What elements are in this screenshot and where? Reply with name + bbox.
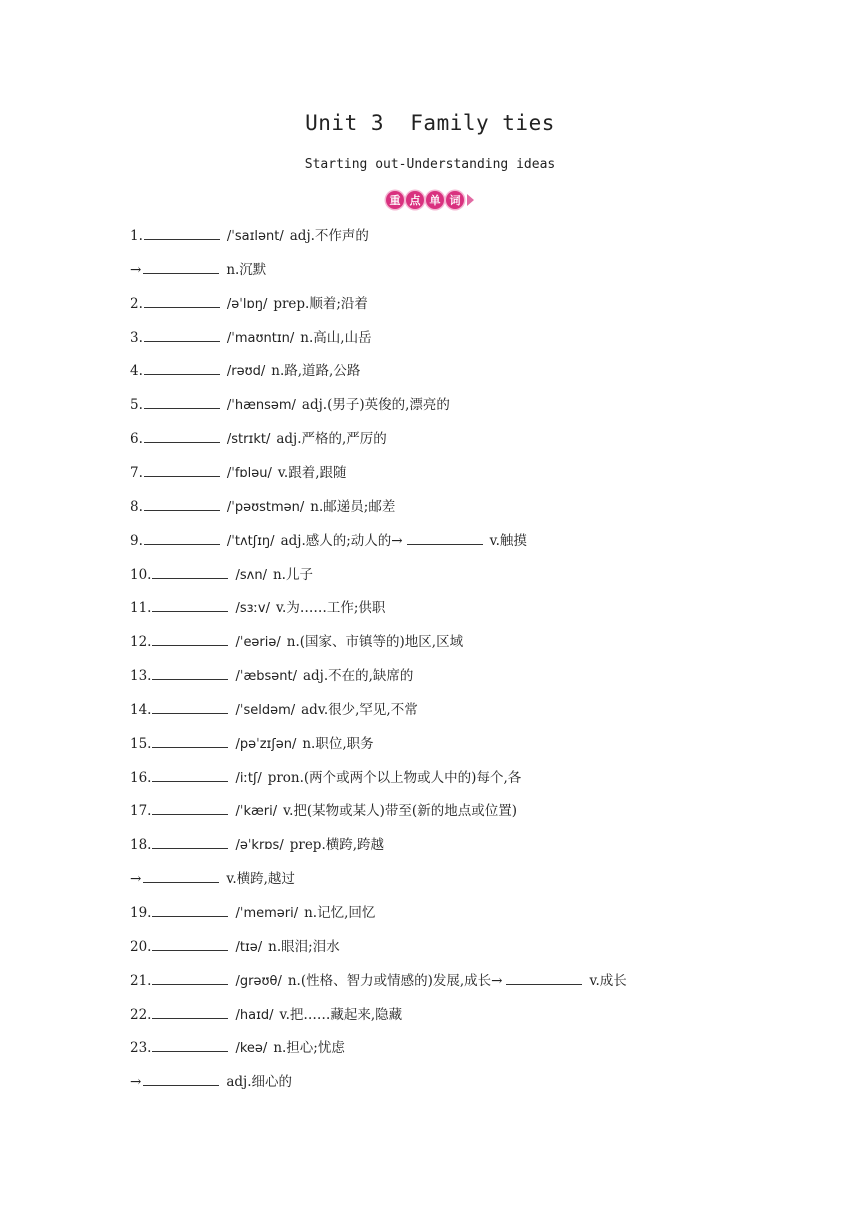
answer-blank[interactable] — [152, 746, 228, 748]
phonetic: /ˈhænsəm/ — [226, 398, 296, 414]
vocab-entry — [130, 359, 360, 379]
vocab-entry — [130, 1036, 345, 1056]
answer-blank[interactable] — [144, 340, 220, 342]
phonetic: /rəʊd/ — [226, 364, 266, 380]
phonetic: /ˈmeməri/ — [235, 906, 299, 921]
meaning: n.路,道路,公路 — [271, 363, 361, 380]
vocab-entry — [130, 867, 295, 887]
phonetic: /ˈsaɪlənt/ — [226, 229, 284, 244]
phonetic: /keə/ — [235, 1041, 268, 1057]
phonetic: /əˈlɒŋ/ — [226, 296, 268, 312]
answer-blank[interactable] — [152, 847, 228, 849]
answer-blank[interactable] — [152, 915, 228, 917]
answer-blank[interactable] — [152, 644, 228, 646]
vocab-entry — [130, 901, 375, 921]
entry-number: 21. — [130, 972, 152, 989]
phonetic: /sʌn/ — [235, 567, 267, 583]
answer-blank[interactable] — [144, 475, 220, 477]
vocab-entry — [130, 799, 517, 819]
entry-number: 18. — [130, 837, 152, 854]
meaning: adj.不在的,缺席的 — [302, 668, 414, 685]
entry-number: 10. — [130, 566, 152, 583]
entry-number: 8. — [130, 498, 143, 515]
vocab-entry — [130, 935, 340, 955]
meaning: pron.(两个或两个以上物或人中的)每个,各 — [267, 769, 522, 786]
meaning: n.记忆,回忆 — [304, 905, 376, 921]
meaning: v.把……藏起来,隐藏 — [279, 1006, 403, 1023]
phonetic: /strɪkt/ — [226, 432, 271, 448]
meaning: v.把(某物或某人)带至(新的地点或位置) — [283, 803, 517, 820]
vocab-entry — [130, 664, 413, 684]
meaning: adj.严格的,严厉的 — [276, 431, 387, 448]
vocab-entry — [130, 630, 463, 650]
meaning: n.邮递员;邮差 — [310, 498, 396, 515]
answer-blank[interactable] — [407, 543, 483, 545]
derivative-arrow: → — [130, 871, 142, 888]
answer-blank[interactable] — [152, 712, 228, 714]
meaning: v.跟着,跟随 — [277, 464, 347, 481]
answer-blank[interactable] — [144, 543, 220, 545]
meaning: n.职位,职务 — [302, 735, 374, 752]
entry-number: 9. — [130, 532, 143, 549]
meaning: n.(性格、智力或情感的)发展,成长→ — [287, 972, 503, 989]
vocab-entry — [130, 833, 384, 853]
vocab-entry — [130, 529, 527, 549]
vocab-entry — [130, 495, 395, 515]
key-words-badge — [386, 189, 474, 211]
entry-number: 4. — [130, 363, 143, 380]
answer-blank[interactable] — [143, 881, 219, 883]
meaning: n.(国家、市镇等的)地区,区域 — [286, 634, 464, 651]
answer-blank[interactable] — [152, 813, 228, 815]
meaning: n.沉默 — [226, 261, 267, 278]
vocab-entry — [130, 969, 627, 989]
phonetic: /grəʊθ/ — [235, 973, 282, 989]
answer-blank[interactable] — [144, 509, 220, 511]
vocab-entry — [130, 1003, 402, 1023]
entry-number: 7. — [130, 464, 143, 481]
meaning: n.高山,山岳 — [300, 329, 372, 346]
answer-blank[interactable] — [506, 983, 582, 985]
vocab-entry — [130, 732, 374, 752]
entry-number: 20. — [130, 938, 152, 955]
phonetic: /iːtʃ/ — [235, 770, 262, 786]
phonetic: /ˈfɒləu/ — [226, 465, 272, 481]
vocab-entry — [130, 292, 368, 312]
phonetic: /pəˈzɪʃən/ — [235, 736, 297, 752]
answer-blank[interactable] — [144, 407, 220, 409]
vocab-entry — [130, 427, 387, 447]
section-subtitle: Starting out-Understanding ideas — [304, 157, 556, 172]
meaning: n.儿子 — [272, 566, 313, 583]
vocab-entry — [130, 393, 450, 413]
answer-blank[interactable] — [143, 1084, 219, 1086]
answer-blank[interactable] — [143, 272, 219, 274]
answer-blank[interactable] — [152, 780, 228, 782]
meaning: adj.不作声的 — [289, 228, 369, 244]
derived-meaning: v.触摸 — [489, 532, 527, 549]
vocab-entry — [130, 766, 521, 786]
vocab-entry — [130, 596, 385, 616]
phonetic: /sɜːv/ — [235, 601, 271, 617]
meaning: v.横跨,越过 — [226, 871, 295, 888]
phonetic: /tɪə/ — [235, 939, 263, 955]
entry-number: 2. — [130, 295, 143, 312]
derived-meaning: v.成长 — [589, 972, 627, 989]
answer-blank[interactable] — [152, 610, 228, 612]
page-title: Unit 3 Family ties — [305, 111, 555, 135]
entry-number: 15. — [130, 735, 152, 752]
entry-number: 6. — [130, 431, 143, 448]
badge-arrow-icon — [467, 194, 474, 206]
derivative-arrow: → — [130, 261, 142, 278]
answer-blank[interactable] — [152, 949, 228, 951]
phonetic: /ˈæbsənt/ — [235, 669, 297, 685]
answer-blank[interactable] — [152, 577, 228, 579]
meaning: prep.顺着;沿着 — [273, 295, 368, 312]
entry-number: 3. — [130, 329, 143, 346]
entry-number: 12. — [130, 634, 152, 651]
meaning: prep.横跨,跨越 — [289, 837, 385, 854]
badge-char: 词 — [446, 191, 464, 209]
meaning: adj.(男子)英俊的,漂亮的 — [301, 397, 450, 414]
phonetic: /haɪd/ — [235, 1007, 274, 1023]
phonetic: /ˈtʌtʃɪŋ/ — [226, 533, 275, 549]
vocab-entry — [130, 461, 347, 481]
entry-number: 13. — [130, 668, 152, 685]
answer-blank[interactable] — [152, 983, 228, 985]
badge-char: 单 — [426, 191, 444, 209]
answer-blank[interactable] — [144, 306, 220, 308]
entry-number: 23. — [130, 1040, 152, 1057]
vocab-entry — [130, 224, 369, 244]
vocab-entry — [130, 326, 372, 346]
vocab-entry — [130, 1070, 292, 1090]
badge-char: 重 — [386, 191, 404, 209]
answer-blank[interactable] — [144, 441, 220, 443]
meaning: v.为……工作;供职 — [276, 600, 386, 617]
entry-number: 14. — [130, 701, 152, 718]
meaning: adj.细心的 — [226, 1074, 292, 1091]
entry-number: 17. — [130, 803, 152, 820]
phonetic: /ˈmaʊntɪn/ — [226, 330, 295, 346]
entry-number: 22. — [130, 1006, 152, 1023]
answer-blank[interactable] — [152, 678, 228, 680]
vocab-entry — [130, 698, 418, 718]
entry-number: 1. — [130, 228, 143, 244]
vocab-entry — [130, 563, 313, 583]
meaning: adv.很少,罕见,不常 — [301, 701, 418, 718]
phonetic: /ˈseldəm/ — [235, 702, 296, 718]
vocab-entry — [130, 258, 266, 278]
answer-blank[interactable] — [144, 238, 220, 240]
meaning: n.眼泪;泪水 — [268, 938, 340, 955]
derivative-arrow: → — [130, 1074, 142, 1091]
phonetic: /ˈpəʊstmən/ — [226, 499, 305, 515]
meaning: adj.感人的;动人的→ — [280, 532, 403, 549]
entry-number: 11. — [130, 600, 152, 617]
entry-number: 5. — [130, 397, 143, 414]
answer-blank[interactable] — [144, 373, 220, 375]
phonetic: /ˈkæri/ — [235, 804, 278, 820]
entry-number: 16. — [130, 769, 152, 786]
phonetic: /ˈeəriə/ — [235, 635, 281, 651]
meaning: n.担心;忧虑 — [273, 1040, 345, 1057]
answer-blank[interactable] — [152, 1017, 228, 1019]
answer-blank[interactable] — [152, 1050, 228, 1052]
badge-char: 点 — [406, 191, 424, 209]
phonetic: /əˈkrɒs/ — [235, 838, 284, 854]
entry-number: 19. — [130, 905, 152, 921]
